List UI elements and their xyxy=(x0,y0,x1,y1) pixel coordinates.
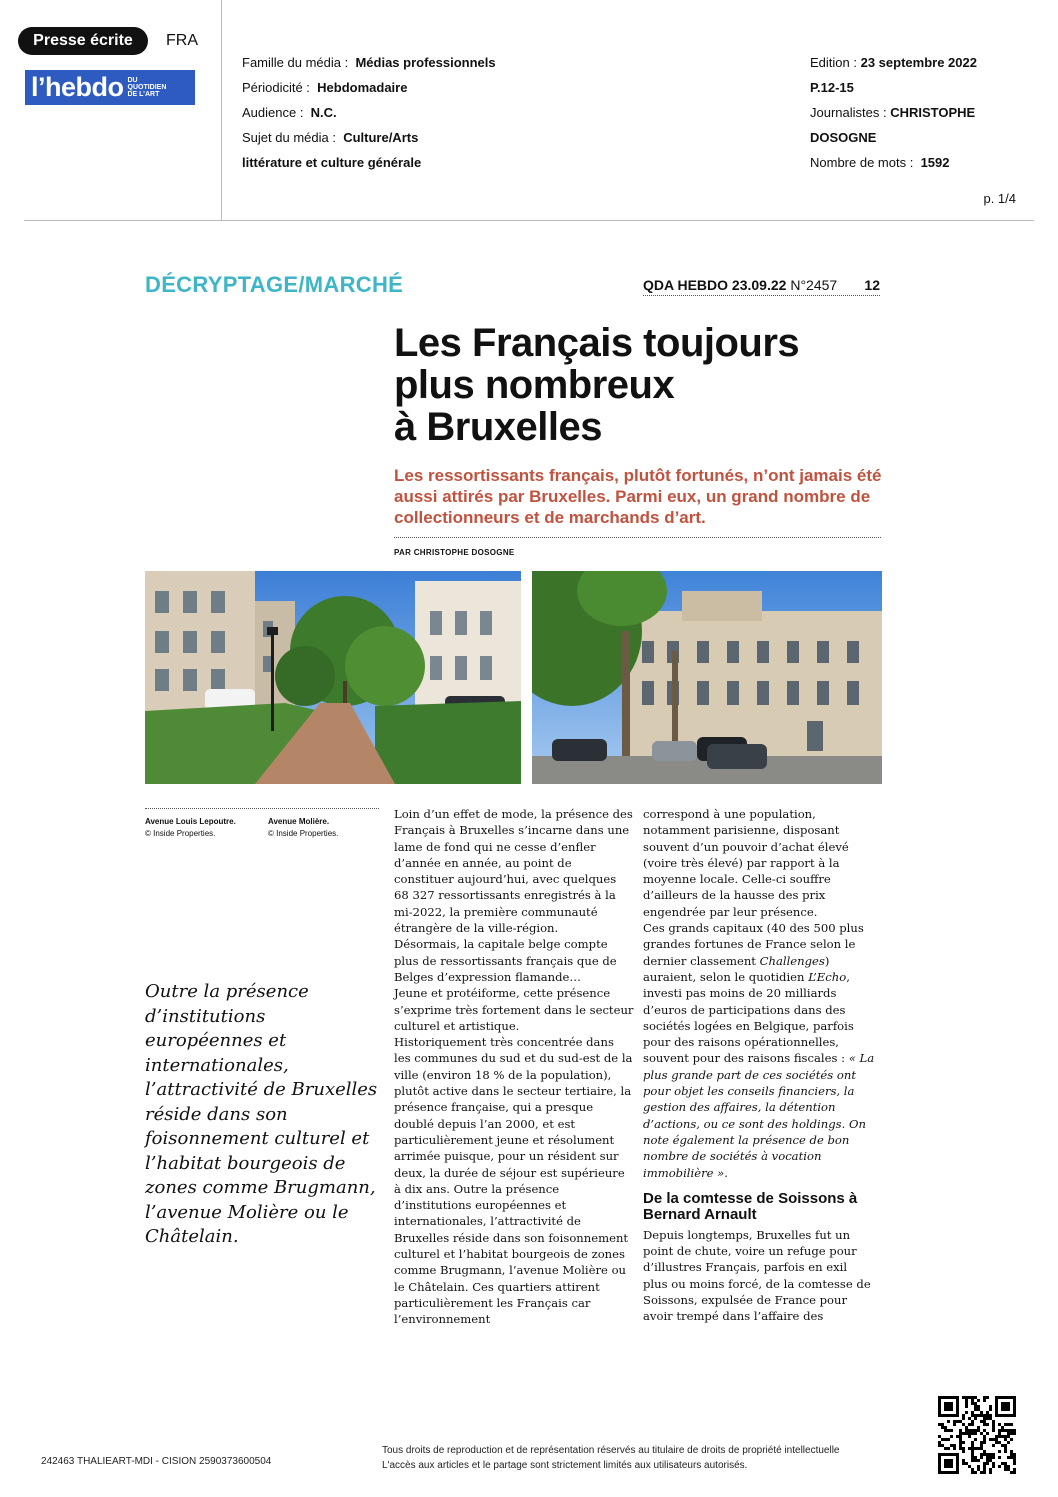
caption-divider xyxy=(145,808,379,809)
folio: QDA HEBDO 23.09.22 N°2457 12 xyxy=(643,277,880,296)
article-byline: PAR CHRISTOPHE DOSOGNE xyxy=(394,548,515,557)
paragraph: Jeune et protéiforme, cette présence s’exprime très fortement dans le secteur culturel et artistique. xyxy=(394,986,634,1033)
logo-sub-text: DU QUOTIDIEN DE L’ART xyxy=(127,77,167,98)
meta-row-journalists: Journalistes : CHRISTOPHE xyxy=(810,105,976,120)
press-type-badge: Presse écrite xyxy=(18,27,148,55)
meta-row-pages: P.12-15 xyxy=(810,80,854,95)
page-indicator: p. 1/4 xyxy=(983,191,1016,206)
meta-row-audience: Audience : N.C. xyxy=(242,105,337,120)
meta-row-wordcount: Nombre de mots : 1592 xyxy=(810,155,950,170)
article-subhead: De la comtesse de Soissons à Bernard Arnault xyxy=(643,1189,858,1223)
media-meta-left xyxy=(242,50,496,175)
article-lede: Les ressortissants français, plutôt fortunés, n’ont jamais été aussi attirés par Bruxelles. Parmi eux, un grand nombre de collectionneurs et de marchands d’art. xyxy=(394,466,882,527)
logo-main-text: l’hebdo xyxy=(31,72,124,102)
caption-photo-1: Avenue Louis Lepoutre. © Inside Properties. xyxy=(145,817,236,838)
article-headline: Les Français toujours plus nombreux à Bruxelles xyxy=(394,321,800,449)
pull-quote: Outre la présence d’institutions européennes et internationales, l’attractivité de Bruxelles réside dans son foisonnement culturel et l’habitat bourgeois de zones comme Brugmann, l’avenue Molière ou le Châtelain. xyxy=(145,981,378,1247)
section-label: DÉCRYPTAGE/MARCHÉ xyxy=(145,272,404,297)
language-code: FRA xyxy=(166,32,198,49)
paragraph: correspond à une population, notamment parisienne, disposant souvent d’un pouvoir d’achat élevé (voire très élevé) par rapport à la moyenne locale. Celle-ci souffre d’ailleurs de la hausse des prix engendrée par leur présence. xyxy=(643,807,849,919)
body-column-1 xyxy=(394,806,634,1328)
meta-row-subject: Sujet du média : Culture/Arts xyxy=(242,130,419,145)
meta-row-periodicity: Périodicité : Hebdomadaire xyxy=(242,80,408,95)
paragraph: Loin d’un effet de mode, la présence des Français à Bruxelles s’incarne dans une lame de fond qui ne cesse d’enfler d’année en année, au point de constituer aujourd’hui, avec quelques 68 327 ressortissants enregistrés à la mi-2022, la première communauté étrangère de la ville-région. xyxy=(394,807,633,936)
paragraph: Historiquement très concentrée dans les communes du sud et du sud-est de la ville (environ 18 % de la population), plutôt active dans le secteur tertiaire, la présence française, qui a presque doublé depuis l’an 2000, et est particulièrement jeune et résolument arrimée puisque, pour un résident sur deux, la durée de séjour est supérieure à dix ans. Outre la présence d’institutions européennes et internationales, l’attractivité de Bruxelles réside dans son foisonnement culturel et l’habitat bourgeois de zones comme Brugmann, l’avenue Molière ou le Châtelain. Ces quartiers attirent particulièrement les Français car l’environnement xyxy=(394,1035,633,1327)
meta-row-subject-cont: littérature et culture générale xyxy=(242,155,422,170)
footer-reference: 242463 THALIEART-MDI - CISION 2590373600504 xyxy=(41,1456,272,1467)
meta-row-edition: Edition : 23 septembre 2022 xyxy=(810,55,977,70)
paragraph: Désormais, la capitale belge compte plus de ressortissants français que de Belges d’expression flamande… xyxy=(394,937,617,984)
meta-row-journalists-cont: DOSOGNE xyxy=(810,130,877,145)
qr-code-icon xyxy=(938,1396,1016,1474)
media-meta-right xyxy=(810,50,977,175)
body-column-2 xyxy=(643,806,875,1330)
paragraph: Ces grands capitaux (40 des 500 plus grandes fortunes de France selon le dernier classement Challenges) auraient, selon le quotidien L’Echo, investi pas moins de 20 milliards d’euros de participations dans des sociétés logées en Belgique, parfois pour des raisons opérationnelles, souvent pour des raisons fiscales : « La plus grande part de ces sociétés ont pour objet les conseils financiers, la gestion des affaires, la détention d’actions, ou ce sont des holdings. On note également la présence de bon nombre de sociétés à vocation immobilière ». xyxy=(643,921,875,1180)
footer-rights-notice: Tous droits de reproduction et de représentation réservés au titulaire de droits de propriété intellectuelle L'accès aux articles et le partage sont strictement limités aux utilisateurs autorisés. xyxy=(382,1445,840,1471)
meta-row-family: Famille du média : Médias professionnels xyxy=(242,55,496,70)
publication-logo xyxy=(25,70,195,105)
paragraph: Depuis longtemps, Bruxelles fut un point de chute, voire un refuge pour d’illustres Français, parfois en exil plus ou moins forcé, de la comtesse de Soissons, expulsée de France pour avoir trempé dans l’affaire des xyxy=(643,1227,871,1324)
caption-photo-2: Avenue Molière. © Inside Properties. xyxy=(268,817,339,838)
byline-divider xyxy=(394,537,881,538)
photo-avenue-moliere xyxy=(532,571,882,784)
photo-avenue-louis-lepoutre xyxy=(145,571,521,784)
header-divider-vertical xyxy=(221,0,222,220)
header-divider-horizontal xyxy=(24,220,1034,221)
